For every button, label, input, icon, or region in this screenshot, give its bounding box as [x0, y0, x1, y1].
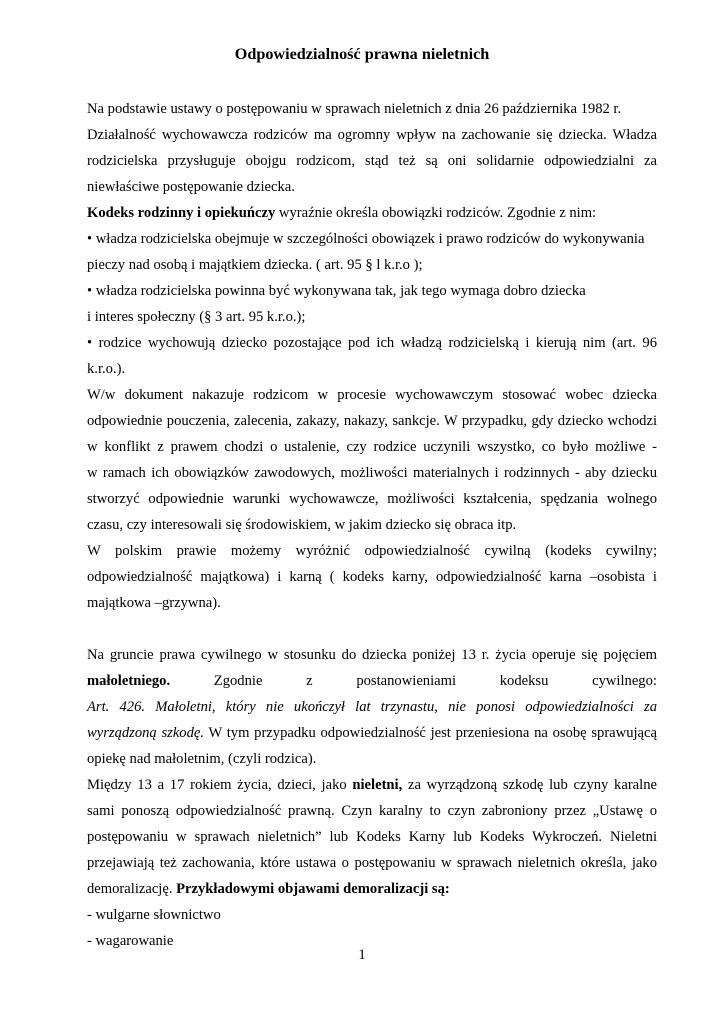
- bold-phrase: Kodeks rodzinny i opiekuńczy: [87, 205, 276, 221]
- text-line: majątkowa –grzywna).: [87, 595, 221, 611]
- text-line: [87, 724, 657, 742]
- text-line: w ramach ich obowiązków zawodowych, możliwości materialnych i rodzinnych - aby dziecku: [87, 465, 657, 481]
- text-span: z: [306, 673, 313, 689]
- bold-phrase: Przykładowymi objawami demoralizacji są:: [176, 881, 450, 897]
- text-line: k.r.o.).: [87, 361, 126, 377]
- text-span: Zgodnie: [213, 673, 263, 689]
- text-span: za wyrządzoną szkodę lub czyny karalne: [402, 777, 657, 793]
- text-span: W tym przypadku odpowiedzialność jest przeniesiona na osobę sprawującą: [204, 725, 657, 741]
- bullet-line: • władza rodzicielska powinna być wykonywana tak, jak tego wymaga dobro dziecka: [87, 283, 586, 299]
- text-span: kodeksu: [499, 673, 549, 689]
- text-line: i interes społeczny (§ 3 art. 95 k.r.o.);: [87, 309, 306, 325]
- list-item: - wulgarne słownictwo: [87, 907, 221, 923]
- text-line: czasu, czy interesowali się środowiskiem, w jakim dziecko się obraca itp.: [87, 517, 517, 533]
- bullet-line: • rodzice wychowują dziecko pozostające pod ich władzą rodzicielską i kierują nim (art. 96: [87, 335, 657, 351]
- text-span: wyraźnie określa obowiązki rodziców. Zgodnie z nim:: [275, 205, 597, 221]
- text-line: sami ponoszą odpowiedzialność prawną. Czyn karalny to czyn zabroniony przez „Ustawę o: [87, 803, 657, 819]
- bold-term: małoletniego.: [87, 673, 171, 689]
- text-line: odpowiednie pouczenia, zalecenia, zakazy, nakazy, sankcje. W przypadku, gdy dziecko wchodzi: [87, 413, 657, 429]
- quoted-article: Art. 426. Małoletni, który nie ukończył lat trzynastu, nie ponosi odpowiedzialności za: [87, 699, 657, 715]
- bold-term: nieletni,: [352, 777, 403, 793]
- text-line: stworzyć odpowiednie warunki wychowawcze, możliwości kształcenia, spędzania wolnego: [87, 491, 657, 507]
- text-line: Działalność wychowawcza rodziców ma ogromny wpływ na zachowanie się dziecka. Władza: [87, 127, 657, 143]
- text-span: cywilnego:: [592, 673, 657, 689]
- page-title: Odpowiedzialność prawna nieletnich: [234, 45, 490, 63]
- text-line: przejawiają też zachowania, które ustawa o postępowaniu w sprawach nieletnich określa, jako: [87, 855, 657, 871]
- text-line: [87, 204, 657, 222]
- text-span: demoralizację.: [87, 881, 177, 897]
- text-line: rodzicielska przysługuje obojgu rodzicom, stąd też są oni solidarnie odpowiedzialni za: [87, 153, 657, 169]
- text-line: W polskim prawie możemy wyróżnić odpowiedzialność cywilną (kodeks cywilny;: [87, 543, 657, 559]
- text-line: Na gruncie prawa cywilnego w stosunku do dziecka poniżej 13 r. życia operuje się pojęciem: [87, 647, 657, 663]
- text-line: [87, 672, 657, 690]
- list-item: - wagarowanie: [87, 933, 174, 949]
- text-line: [87, 776, 657, 794]
- text-line: odpowiedzialność majątkowa) i karną ( kodeks karny, odpowiedzialność karna –osobista i: [87, 569, 657, 585]
- page-number: 1: [358, 947, 366, 963]
- text-line: W/w dokument nakazuje rodzicom w procesie wychowawczym stosować wobec dziecka: [87, 387, 657, 403]
- text-span: postanowieniami: [356, 673, 457, 689]
- text-line: opiekę nad małoletnim, (czyli rodzica).: [87, 751, 317, 767]
- text-line: Na podstawie ustawy o postępowaniu w sprawach nieletnich z dnia 26 października 1982 r.: [87, 101, 622, 117]
- text-line: postępowaniu w sprawach nieletnich” lub Kodeks Karny lub Kodeks Wykroczeń. Nieletni: [87, 829, 657, 845]
- text-line: niewłaściwe postępowanie dziecka.: [87, 179, 295, 195]
- text-span: Między 13 a 17 rokiem życia, dzieci, jako: [87, 777, 353, 793]
- bullet-line: • władza rodzicielska obejmuje w szczególności obowiązek i prawo rodziców do wykonywania: [87, 231, 645, 247]
- italic-phrase: wyrządzoną szkodę.: [87, 725, 205, 741]
- text-line: pieczy nad osobą i majątkiem dziecka. ( art. 95 § l k.r.o );: [87, 257, 423, 273]
- text-line: [87, 880, 657, 898]
- text-line: w konflikt z prawem chodzi o ustalenie, czy rodzice uczynili wszystko, co było możliwe -: [87, 439, 657, 455]
